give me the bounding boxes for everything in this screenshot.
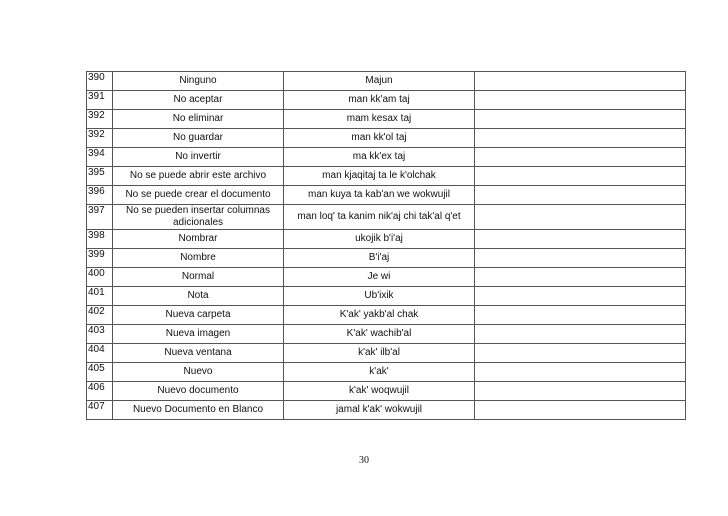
spanish-term: Nombrar (113, 230, 284, 249)
entry-number: 394 (87, 148, 113, 167)
spanish-term: Nuevo (113, 363, 284, 382)
empty-cell (475, 287, 686, 306)
spanish-term: Nota (113, 287, 284, 306)
table-row (87, 72, 686, 91)
translation-term: mam kesax taj (284, 110, 475, 129)
table-row (87, 167, 686, 186)
empty-cell (475, 186, 686, 205)
spanish-term: Ninguno (113, 72, 284, 91)
translation-term: man kuya ta kab'an we wokwujil (284, 186, 475, 205)
spanish-term: No se puede abrir este archivo (113, 167, 284, 186)
table-row (87, 306, 686, 325)
spanish-term: Nueva ventana (113, 344, 284, 363)
entry-number: 397 (87, 205, 113, 230)
page-number: 30 (359, 455, 369, 466)
translation-term: ukojik b'i'aj (284, 230, 475, 249)
empty-cell (475, 167, 686, 186)
table-row (87, 344, 686, 363)
empty-cell (475, 344, 686, 363)
table-row (87, 325, 686, 344)
empty-cell (475, 148, 686, 167)
glossary-table (86, 71, 686, 420)
table-row (87, 186, 686, 205)
empty-cell (475, 249, 686, 268)
translation-term: k'ak' woqwujil (284, 382, 475, 401)
entry-number: 405 (87, 363, 113, 382)
table-row (87, 205, 686, 230)
entry-number: 392 (87, 129, 113, 148)
entry-number: 400 (87, 268, 113, 287)
translation-term: k'ak' ilb'al (284, 344, 475, 363)
entry-number: 406 (87, 382, 113, 401)
translation-term: B'i'aj (284, 249, 475, 268)
table-row (87, 129, 686, 148)
entry-number: 402 (87, 306, 113, 325)
empty-cell (475, 268, 686, 287)
glossary-table-body (87, 72, 686, 420)
spanish-term: Nuevo Documento en Blanco (113, 401, 284, 420)
entry-number: 399 (87, 249, 113, 268)
empty-cell (475, 230, 686, 249)
entry-number: 398 (87, 230, 113, 249)
table-row (87, 268, 686, 287)
empty-cell (475, 205, 686, 230)
translation-term: man kk'ol taj (284, 129, 475, 148)
translation-term: K'ak' wachib'al (284, 325, 475, 344)
translation-term: man kjaqitaj ta le k'olchak (284, 167, 475, 186)
entry-number: 390 (87, 72, 113, 91)
translation-term: jamal k'ak' wokwujil (284, 401, 475, 420)
spanish-term: Nueva imagen (113, 325, 284, 344)
table-row (87, 382, 686, 401)
translation-term: man kk'am taj (284, 91, 475, 110)
spanish-term: No invertir (113, 148, 284, 167)
spanish-term: Nuevo documento (113, 382, 284, 401)
table-row (87, 287, 686, 306)
table-row (87, 91, 686, 110)
empty-cell (475, 306, 686, 325)
translation-term: Je wi (284, 268, 475, 287)
translation-term: Majun (284, 72, 475, 91)
table-row (87, 401, 686, 420)
entry-number: 395 (87, 167, 113, 186)
entry-number: 396 (87, 186, 113, 205)
empty-cell (475, 72, 686, 91)
entry-number: 392 (87, 110, 113, 129)
translation-term: k'ak' (284, 363, 475, 382)
table-row (87, 110, 686, 129)
translation-term: man loq' ta kanim nik'aj chi tak'al q'et (284, 205, 475, 230)
empty-cell (475, 91, 686, 110)
entry-number: 404 (87, 344, 113, 363)
empty-cell (475, 110, 686, 129)
translation-term: Ub'ixik (284, 287, 475, 306)
spanish-term: No aceptar (113, 91, 284, 110)
entry-number: 407 (87, 401, 113, 420)
spanish-term: No se pueden insertar columnas adicionales (113, 205, 284, 230)
empty-cell (475, 363, 686, 382)
table-row (87, 249, 686, 268)
spanish-term: No se puede crear el documento (113, 186, 284, 205)
spanish-term: Nueva carpeta (113, 306, 284, 325)
spanish-term: Normal (113, 268, 284, 287)
empty-cell (475, 325, 686, 344)
spanish-term: No guardar (113, 129, 284, 148)
empty-cell (475, 401, 686, 420)
table-row (87, 148, 686, 167)
entry-number: 391 (87, 91, 113, 110)
empty-cell (475, 129, 686, 148)
spanish-term: No eliminar (113, 110, 284, 129)
entry-number: 403 (87, 325, 113, 344)
translation-term: ma kk'ex taj (284, 148, 475, 167)
table-row (87, 363, 686, 382)
translation-term: K'ak' yakb'al chak (284, 306, 475, 325)
empty-cell (475, 382, 686, 401)
spanish-term: Nombre (113, 249, 284, 268)
table-row (87, 230, 686, 249)
entry-number: 401 (87, 287, 113, 306)
